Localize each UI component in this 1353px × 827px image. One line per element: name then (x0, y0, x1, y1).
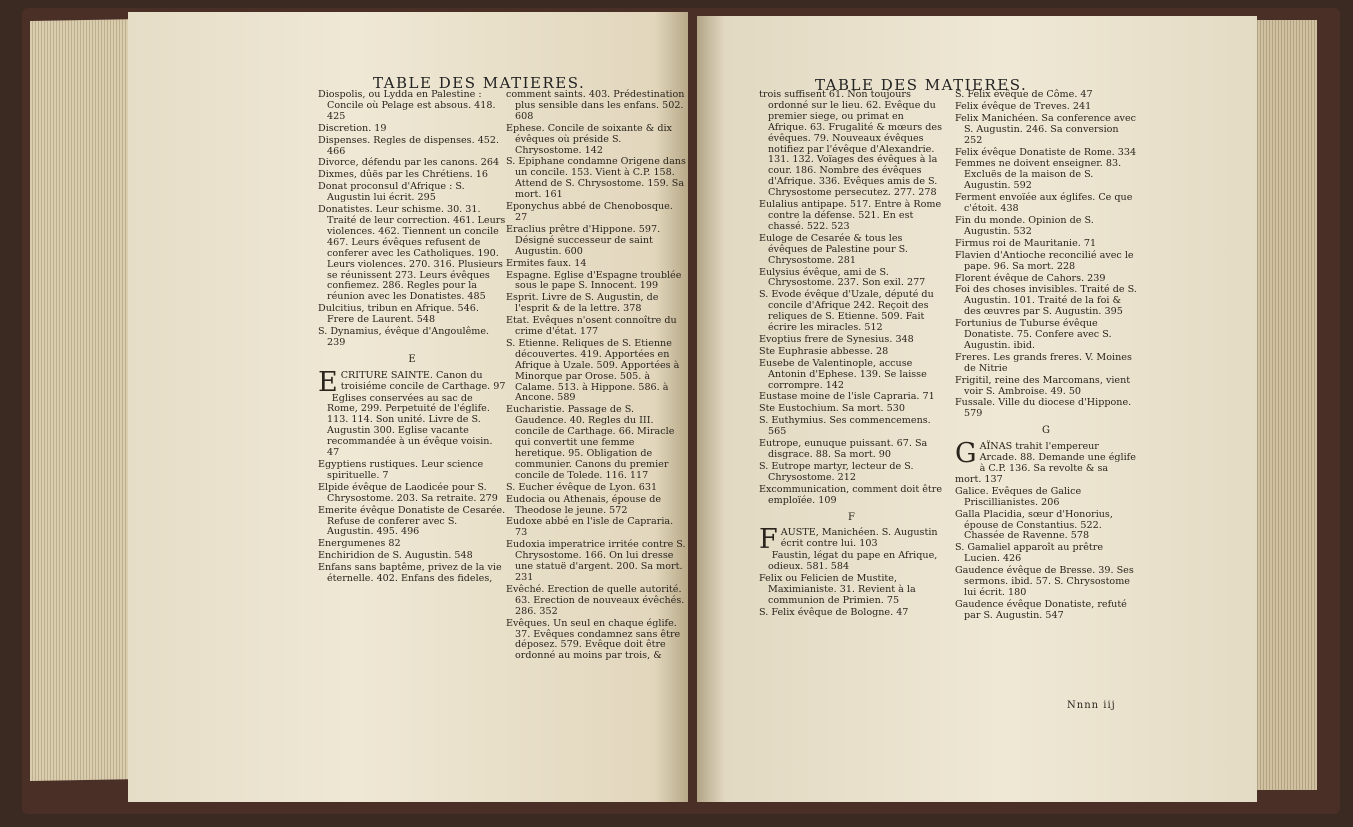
index-entry: Evoptius frere de Synesius. 348 (759, 333, 914, 345)
index-entry (318, 366, 506, 398)
index-entry: S. Felix évêque de Côme. 47 (955, 89, 1093, 100)
index-entry: Eponychus abbé de Chenobosque. 27 (506, 201, 673, 223)
index-entry: Gaudence évêque Donatiste, refuté par S. Augustin. 547 (955, 598, 1127, 621)
index-entry: Divorce, défendu par les canons. 264 (318, 157, 500, 169)
section-letter: E (408, 353, 416, 365)
index-entry: Emerite évêque Donatiste de Cesarée. Refuse de conferer avec S. Augustin. 495. 496 (318, 504, 506, 538)
index-entry: Diospolis, ou Lydda en Palestine : Concile où Pelage est absous. 418. 425 (318, 89, 496, 122)
index-entry-text: CRITURE SAINTE. Canon du troisiéme concile de Carthage. 97 (340, 369, 506, 392)
index-entry: Donat proconsul d'Afrique : S. Augustin lui écrit. 295 (318, 181, 465, 204)
index-entry: Eudoxe abbé en l'isle de Capraria. 73 (506, 516, 674, 539)
index-entry: Euloge de Cesarée & tous les évêques de Palestine pour S. Chrysostome. 281 (759, 232, 908, 266)
index-entry: Firmus roi de Mauritanie. 71 (955, 237, 1097, 249)
page-header-left: TABLE DES MATIERES. (373, 74, 586, 92)
index-entry: Esprit. Livre de S. Augustin, de l'esprit & de la lettre. 378 (506, 292, 659, 315)
index-entry: trois suffisent 61. Non toujours ordonné sur le lieu. 62. Evêque du premier siege, ou primat en Afrique. 63. Frugalité & mœurs des évêques. 79. Nouveaux évêques notifiez par l'évêque d'Alexandrie. 131. 132. Voïages des évêques à la cour. 186. Nombre des évêques d'Afrique. 336. Evêques amis de S. Chrysostome persecutez. 277. 278 (759, 89, 943, 199)
page-edges-right (1255, 20, 1317, 790)
index-entry: S. Felix évêque de Bologne. 47 (759, 606, 909, 618)
index-entry: S. Eutrope martyr, lecteur de S. Chrysostome. 212 (759, 460, 914, 483)
index-entry: Ste Euphrasie abbesse. 28 (759, 345, 889, 357)
index-entry: Fortunius de Tuburse évêque Donatiste. 75. Confere avec S. Augustin. ibid. (955, 318, 1112, 351)
index-entry: Eulysius évêque, ami de S. Chrysostome. 237. Son exil. 277 (759, 266, 926, 289)
left-page (128, 12, 688, 802)
section-letter: G (1042, 425, 1050, 437)
index-entry: Eudocia ou Athenais, épouse de Theodose le jeune. 572 (506, 493, 662, 516)
index-entry: Flavien d'Antioche reconcilié avec le pape. 96. Sa mort. 228 (955, 249, 1134, 272)
index-entry (759, 524, 944, 556)
index-column-4 (955, 90, 1137, 623)
index-entry: Eucharistie. Passage de S. Gaudence. 40. Regles du III. concile de Carthage. 66. Miracle qui convertit une femme heretique. 95. Obligation de communier. Canons du premier concile de Tolede. 116. 117 (506, 404, 675, 481)
index-entry: Felix ou Felicien de Mustite, Maximianiste. 31. Revient à la communion de Primien. 75 (759, 573, 916, 606)
index-entry: Dixmes, dûës par les Chrétiens. 16 (318, 169, 488, 181)
index-entry-text: AUSTE, Manichéen. S. Augustin écrit contre lui. 103 (780, 527, 938, 550)
index-entry: Galice. Evêques de Galice Priscillianistes. 206 (955, 485, 1082, 508)
index-entry-text: AÏNAS trahit l'empereur Arcade. 88. Demande une églife à C.P. 136. Sa revolte & sa mort. 137 (955, 441, 1136, 485)
index-entry: Evêché. Erection de quelle autorité. 63. Erection de nouveaux évêchés. 286. 352 (506, 583, 685, 617)
index-entry: Fussale. Ville du diocese d'Hippone. 579 (955, 397, 1132, 420)
index-entry: Etat. Evêques n'osent connoître du crime d'état. 177 (506, 315, 677, 338)
index-entry: Ste Eustochium. Sa mort. 530 (759, 403, 905, 415)
index-entry: Femmes ne doivent enseigner. 83. Excluës de la maison de S. Augustin. 592 (955, 158, 1122, 192)
index-entry: Evêques. Un seul en chaque églife. 37. Evêques condamnez sans être déposez. 579. Evêque doit être ordonné au moins par trois, & (506, 617, 681, 662)
index-entry: Foi des choses invisibles. Traité de S. Augustin. 101. Traité de la foi & des œuvres par S. Augustin. 395 (955, 284, 1137, 318)
index-entry: S. Epiphane condamne Origene dans un concile. 153. Vient à C.P. 158. Attend de S. Chrysostome. 159. Sa mort. 161 (506, 156, 686, 201)
index-entry: Enchiridion de S. Augustin. 548 (318, 550, 473, 562)
index-column-3 (759, 90, 944, 620)
index-entry: Fin du monde. Opinion de S. Augustin. 532 (955, 214, 1094, 237)
signature-mark: Nnnn iij (1067, 700, 1116, 711)
page-edges-left (30, 19, 140, 781)
index-entry: Frigitil, reine des Marcomans, vient voir S. Ambroise. 49. 50 (955, 374, 1131, 397)
index-entry: Eulalius antipape. 517. Entre à Rome contre la défense. 521. En est chassé. 522. 523 (759, 199, 942, 232)
index-entry: Donatistes. Leur schisme. 30. 31. Traité de leur correction. 461. Leurs violences. 462. Tiennent un concile 467. Leurs évêques refusent de conferer avec les Catholiques. 190. Leurs violences. 270. 316. Plusieurs se réunissent 273. Leurs évêques confiemez. 286. Regles pour la réunion avec les Donatistes. 485 (318, 204, 506, 303)
index-entry: Eusebe de Valentinople, accuse Antonin d'Ephese. 139. Se laisse corrompre. 142 (759, 357, 927, 391)
index-entry: Ephese. Concile de soixante & dix évêques où préside S. Chrysostome. 142 (506, 122, 672, 156)
index-entry: Elpide évêque de Laodicée pour S. Chrysostome. 203. Sa retraite. 279 (318, 481, 498, 504)
index-entry: Galla Placidia, sœur d'Honorius, épouse de Constantius. 522. Chassée de Ravenne. 578 (955, 508, 1113, 542)
index-entry: Espagne. Eglise d'Espagne troublée sous le pape S. Innocent. 199 (506, 269, 682, 292)
index-entry: Energumenes 82 (318, 538, 401, 550)
index-entry: Dispenses. Regles de dispenses. 452. 466 (318, 134, 500, 157)
index-entry: Discretion. 19 (318, 122, 387, 134)
index-entry: Eraclius prêtre d'Hippone. 597. Désigné successeur de saint Augustin. 600 (506, 223, 661, 257)
drop-cap: F (759, 524, 778, 556)
index-entry: Excommunication, comment doit être emploïée. 109 (759, 483, 943, 506)
index-entry: S. Dynamius, évêque d'Angoulême. 239 (318, 326, 490, 348)
page-header-right: TABLE DES MATIERES. (815, 76, 1028, 94)
index-entry: Felix évêque de Treves. 241 (955, 100, 1092, 112)
index-entry: S. Eucher évêque de Lyon. 631 (506, 481, 658, 493)
index-entry: Eglises conservées au sac de Rome, 299. Perpetuité de l'églife. 113. 114. Son unité. Livre de S. Augustin 300. Eglise vacante recommandée à un évêque voisin. 47 (327, 392, 493, 459)
index-entry: Dulcitius, tribun en Afrique. 546. Frere de Laurent. 548 (318, 303, 479, 326)
index-entry: Ermites faux. 14 (506, 257, 587, 269)
index-column-2 (506, 90, 686, 663)
index-entry: Felix Manichéen. Sa conference avec S. Augustin. 246. Sa conversion 252 (955, 112, 1137, 146)
section-letter: F (848, 511, 855, 523)
index-entry: S. Etienne. Reliques de S. Etienne découvertes. 419. Apportées en Afrique à Uzale. 509. Apportées à Minorque par Orose. 505. à Calame. 513. à Hippone. 586. à Ancone. 589 (506, 337, 680, 404)
index-entry: S. Evode évêque d'Uzale, député du concile d'Afrique 242. Reçoit des reliques de S. Etienne. 509. Fait écrire les miracles. 512 (759, 289, 934, 334)
drop-cap: E (318, 366, 338, 398)
index-entry: Eustase moine de l'isle Capraria. 71 (759, 391, 935, 403)
index-entry: Gaudence évêque de Bresse. 39. Ses sermons. ibid. 57. S. Chrysostome lui écrit. 180 (955, 565, 1134, 598)
index-entry: Eutrope, eunuque puissant. 67. Sa disgrace. 88. Sa mort. 90 (759, 438, 928, 460)
index-entry (955, 438, 1137, 486)
index-entry: Ferment envoïée aux églifes. Ce que c'étoit. 438 (955, 192, 1133, 215)
index-entry: Felix évêque Donatiste de Rome. 334 (955, 146, 1137, 158)
index-column-1 (318, 90, 506, 586)
drop-cap: G (955, 438, 977, 470)
index-entry: Eudoxia imperatrice irritée contre S. Chrysostome. 166. On lui dresse une statuë d'argent. 200. Sa mort. 231 (506, 539, 686, 583)
index-entry: Enfans sans baptême, privez de la vie éternelle. 402. Enfans des fideles, (318, 562, 502, 585)
index-entry: S. Gamaliel apparoît au prêtre Lucien. 426 (955, 542, 1103, 565)
index-entry: comment saints. 403. Prédestination plus sensible dans les enfans. 502. 608 (506, 89, 685, 122)
index-entry: Faustin, légat du pape en Afrique, odieux. 581. 584 (768, 550, 938, 573)
index-entry: Freres. Les grands freres. V. Moines de Nitrie (955, 351, 1132, 374)
index-entry: Florent évêque de Cahors. 239 (955, 272, 1106, 284)
index-entry: Egyptiens rustiques. Leur science spirituelle. 7 (318, 459, 484, 481)
right-page (697, 16, 1257, 802)
index-entry: S. Euthymius. Ses commencemens. 565 (759, 415, 931, 438)
